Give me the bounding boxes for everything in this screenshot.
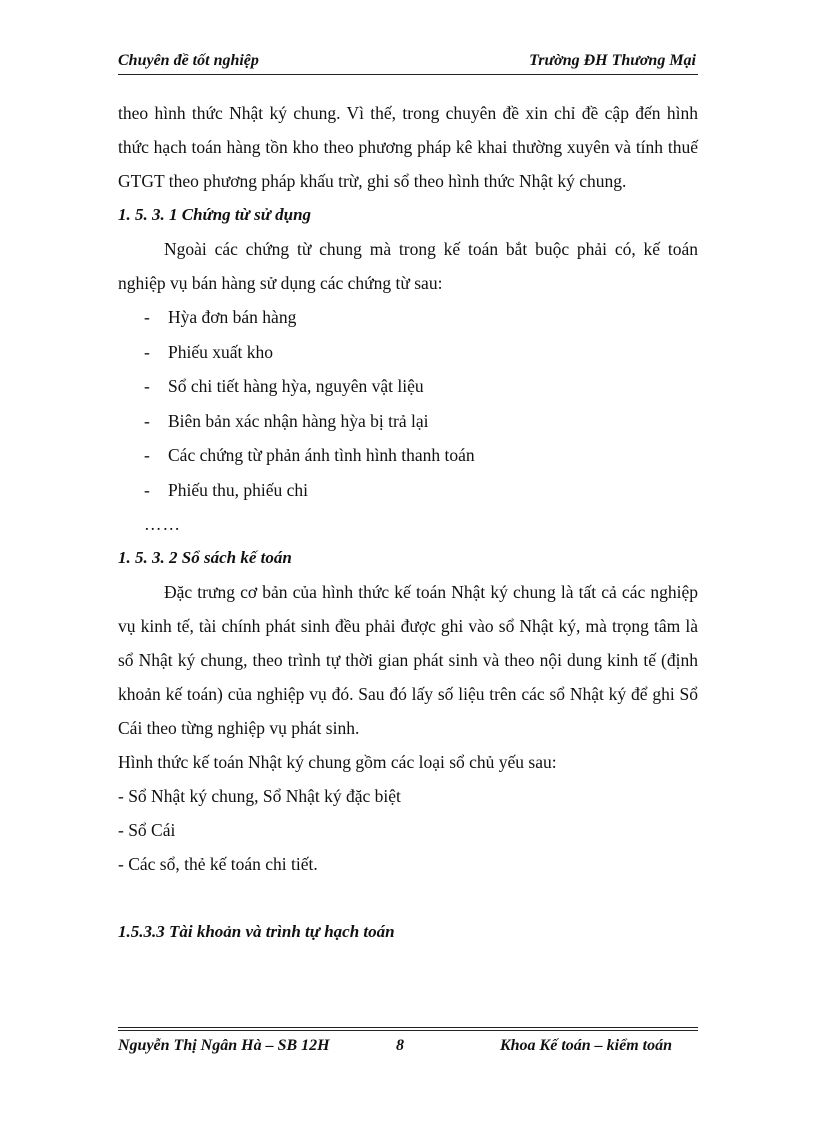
section-heading-1-5-3-2: 1. 5. 3. 2 Sổ sách kế toán <box>118 548 292 567</box>
list-item: - Sổ chi tiết hàng hỳa, nguyên vật liệu <box>144 376 424 396</box>
list-item-text: Biên bản xác nhận hàng hỳa bị trả lại <box>168 410 429 431</box>
header-university: Trường ĐH Thương Mại <box>529 52 696 69</box>
ledger-list-item: - Sổ Cái <box>118 820 176 840</box>
page-footer <box>118 1027 698 1054</box>
list-item: - Các chứng từ phản ánh tình hình thanh toán <box>144 445 475 465</box>
footer-author: Nguyễn Thị Ngân Hà – SB 12H <box>118 1037 330 1054</box>
ellipsis: …… <box>144 514 181 534</box>
list-item-text: Hỳa đơn bán hàng <box>168 307 297 327</box>
footer-rule-top <box>118 1027 698 1028</box>
ledger-list-item: - Các sổ, thẻ kế toán chi tiết. <box>118 854 318 874</box>
footer-department: Khoa Kế toán – kiểm toán <box>499 1037 672 1054</box>
page-header <box>118 52 698 75</box>
intro-paragraph: theo hình thức Nhật ký chung. Vì thế, trong chuyên đề xin chỉ đề cập đến hình thức hạch toán hàng tồn kho theo phương pháp kê khai thường xuyên và tính thuế GTGT theo phương pháp khấu trừ, ghi sổ theo hình thức Nhật ký chung. <box>118 103 698 191</box>
section-heading-1-5-3-3: 1.5.3.3 Tài khoản và trình tự hạch toán <box>118 922 395 941</box>
list-item-text: Các chứng từ phản ánh tình hình thanh toán <box>168 445 475 465</box>
list-item: - Hỳa đơn bán hàng <box>144 307 297 327</box>
section-heading-1-5-3-1: 1. 5. 3. 1 Chứng từ sử dụng <box>118 205 312 224</box>
header-document-type: Chuyên đề tốt nghiệp <box>118 52 259 69</box>
page-number: 8 <box>396 1037 404 1054</box>
section-2-intro-line: Hình thức kế toán Nhật ký chung gồm các loại sổ chủ yếu sau: <box>118 752 557 772</box>
list-item-text: Sổ chi tiết hàng hỳa, nguyên vật liệu <box>168 376 424 396</box>
list-item: - Biên bản xác nhận hàng hỳa bị trả lại <box>144 410 429 431</box>
page-body <box>118 96 698 949</box>
list-item-text: Phiếu thu, phiếu chi <box>168 479 308 500</box>
list-item-text: Phiếu xuất kho <box>168 341 273 362</box>
document-list <box>118 300 698 507</box>
section-2-paragraph: Đặc trưng cơ bản của hình thức kế toán Nhật ký chung là tất cả các nghiệp vụ kinh tế, tài chính phát sinh đều phải được ghi vào sổ Nhật ký, mà trọng tâm là sổ Nhật ký chung, theo trình tự thời gian phát sinh và theo nội dung kinh tế (định khoản kế toán) của nghiệp vụ đó. Sau đó lấy số liệu trên các sổ Nhật ký để ghi Sổ Cái theo từng nghiệp vụ phát sinh. <box>118 582 698 738</box>
ledger-list-item: - Sổ Nhật ký chung, Sổ Nhật ký đặc biệt <box>118 786 401 806</box>
list-item: - Phiếu thu, phiếu chi <box>144 479 308 500</box>
list-item: - Phiếu xuất kho <box>144 341 273 362</box>
section-1-paragraph: Ngoài các chứng từ chung mà trong kế toán bắt buộc phải có, kế toán nghiệp vụ bán hàng sử dụng các chứng từ sau: <box>118 239 698 293</box>
footer-rule-bottom <box>118 1030 698 1031</box>
